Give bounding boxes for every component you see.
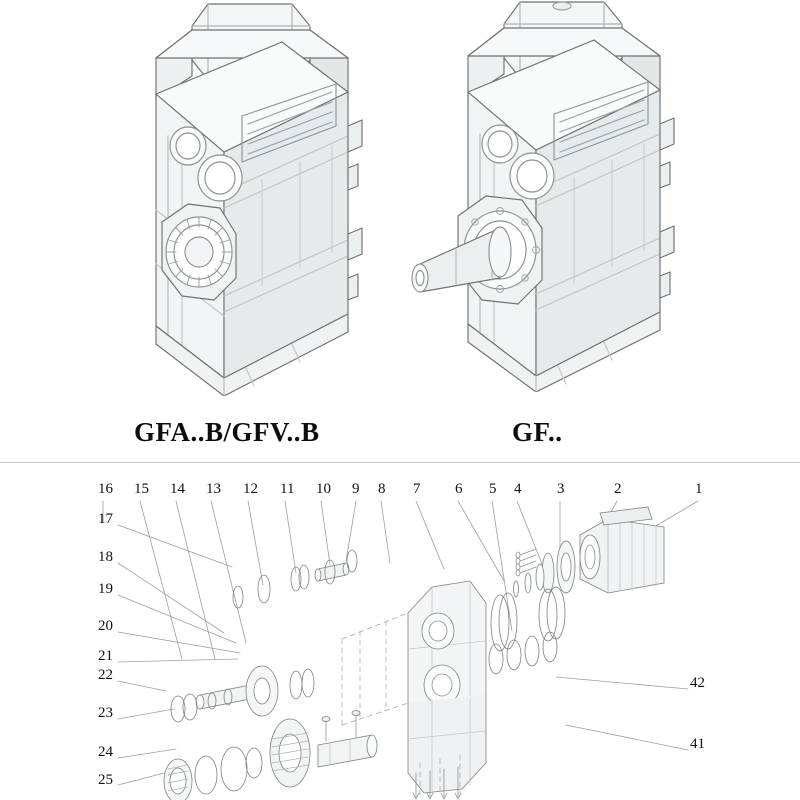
callout-7: 7	[413, 481, 421, 497]
callout-16: 16	[98, 481, 113, 497]
callout-15: 15	[134, 481, 149, 497]
callout-9: 9	[352, 481, 360, 497]
exploded-drawing	[0, 463, 800, 800]
callout-18: 18	[98, 549, 113, 565]
exploded-assembly-view	[0, 463, 800, 800]
callout-41: 41	[690, 736, 705, 752]
callout-1: 1	[695, 481, 703, 497]
callout-14: 14	[170, 481, 185, 497]
callout-11: 11	[280, 481, 295, 497]
callout-20: 20	[98, 618, 113, 634]
caption-gearbox-right: GF..	[512, 417, 563, 447]
callout-42: 42	[690, 675, 705, 691]
callout-10: 10	[316, 481, 331, 497]
callout-3: 3	[557, 481, 565, 497]
callout-21: 21	[98, 648, 113, 664]
gearbox-right	[400, 0, 700, 397]
callout-22: 22	[98, 667, 113, 683]
callout-5: 5	[489, 481, 497, 497]
callout-23: 23	[98, 705, 113, 721]
callout-8: 8	[378, 481, 386, 497]
callout-2: 2	[614, 481, 622, 497]
callout-25: 25	[98, 772, 113, 788]
callout-12: 12	[243, 481, 258, 497]
callout-17: 17	[98, 511, 113, 527]
callout-6: 6	[455, 481, 463, 497]
gearbox-left	[96, 0, 386, 401]
callout-4: 4	[514, 481, 522, 497]
callout-24: 24	[98, 744, 113, 760]
callout-19: 19	[98, 581, 113, 597]
callout-13: 13	[206, 481, 221, 497]
caption-gearbox-left: GFA..B/GFV..B	[134, 417, 320, 447]
